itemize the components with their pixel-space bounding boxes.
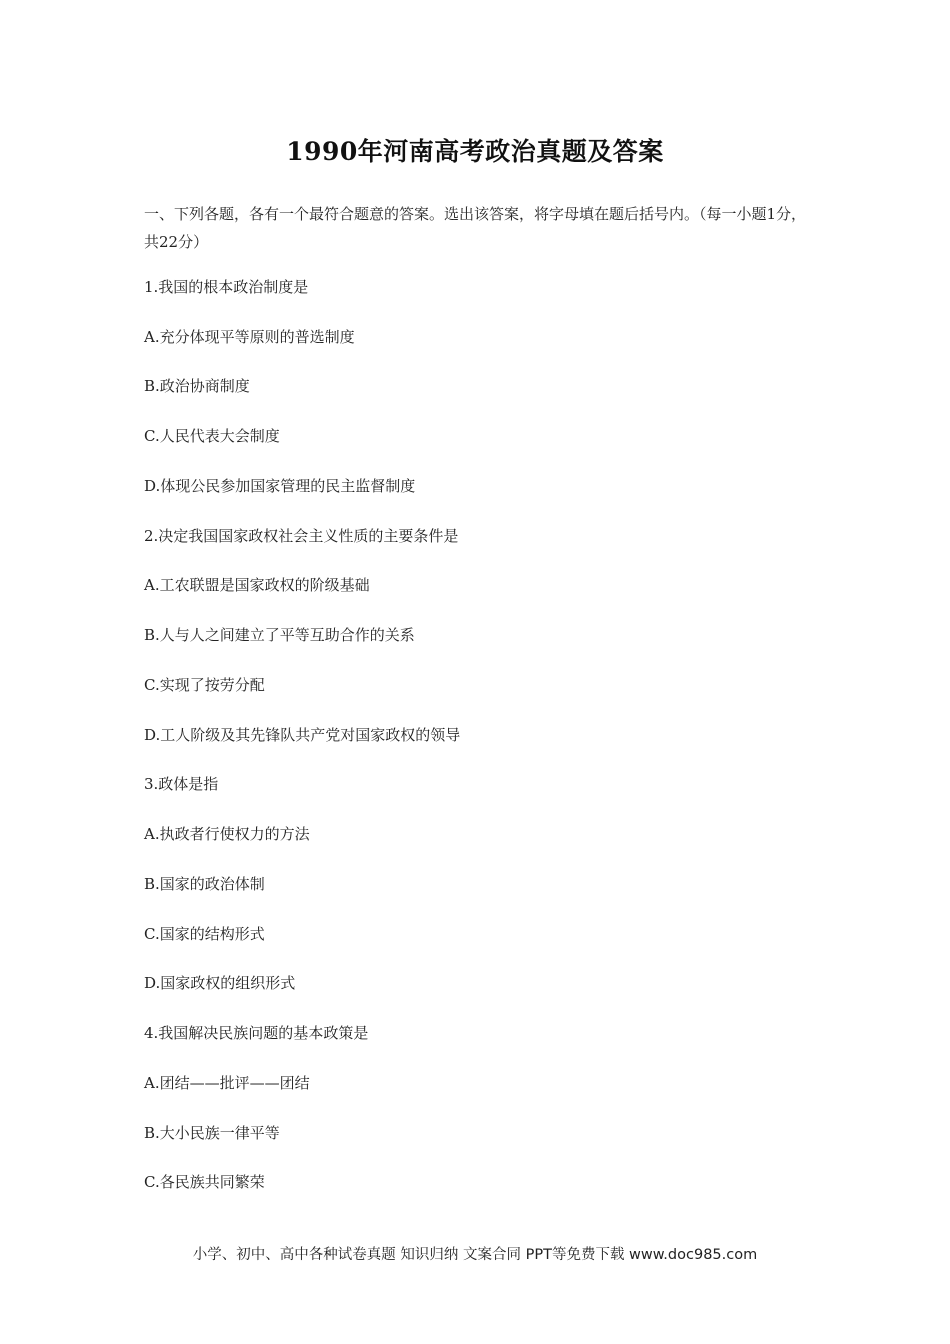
question-2: 2.决定我国国家政权社会主义性质的主要条件是 — [144, 527, 459, 545]
option-2c: C.实现了按劳分配 — [144, 676, 265, 694]
option-1b: B.政治协商制度 — [144, 377, 250, 395]
option-2d: D.工人阶级及其先锋队共产党对国家政权的领导 — [144, 726, 461, 744]
option-2a: A.工农联盟是国家政权的阶级基础 — [144, 576, 370, 594]
option-1d: D.体现公民参加国家管理的民主监督制度 — [144, 477, 416, 495]
question-1: 1.我国的根本政治制度是 — [144, 278, 309, 296]
option-4a: A.团结——批评——团结 — [144, 1074, 310, 1092]
option-2b: B.人与人之间建立了平等互助合作的关系 — [144, 626, 415, 644]
option-1a: A.充分体现平等原则的普选制度 — [144, 328, 355, 346]
option-3c: C.国家的结构形式 — [144, 925, 265, 943]
page-footer: 小学、初中、高中各种试卷真题 知识归纳 文案合同 PPT等免费下载 www.doc985.com — [192, 1247, 758, 1263]
question-4: 4.我国解决民族问题的基本政策是 — [144, 1024, 369, 1042]
option-4c: C.各民族共同繁荣 — [144, 1173, 265, 1191]
option-3a: A.执政者行使权力的方法 — [144, 825, 310, 843]
option-3b: B.国家的政治体制 — [144, 875, 265, 893]
option-4b: B.大小民族一律平等 — [144, 1124, 280, 1142]
option-1c: C.人民代表大会制度 — [144, 427, 280, 445]
section-instructions: 一、下列各题，各有一个最符合题意的答案。选出该答案，将字母填在题后括号内。（每一小题1分，共22分） — [144, 205, 807, 251]
document-title: 1990年河南高考政治真题及答案 — [286, 137, 664, 166]
option-3d: D.国家政权的组织形式 — [144, 974, 296, 992]
question-3: 3.政体是指 — [144, 775, 219, 793]
